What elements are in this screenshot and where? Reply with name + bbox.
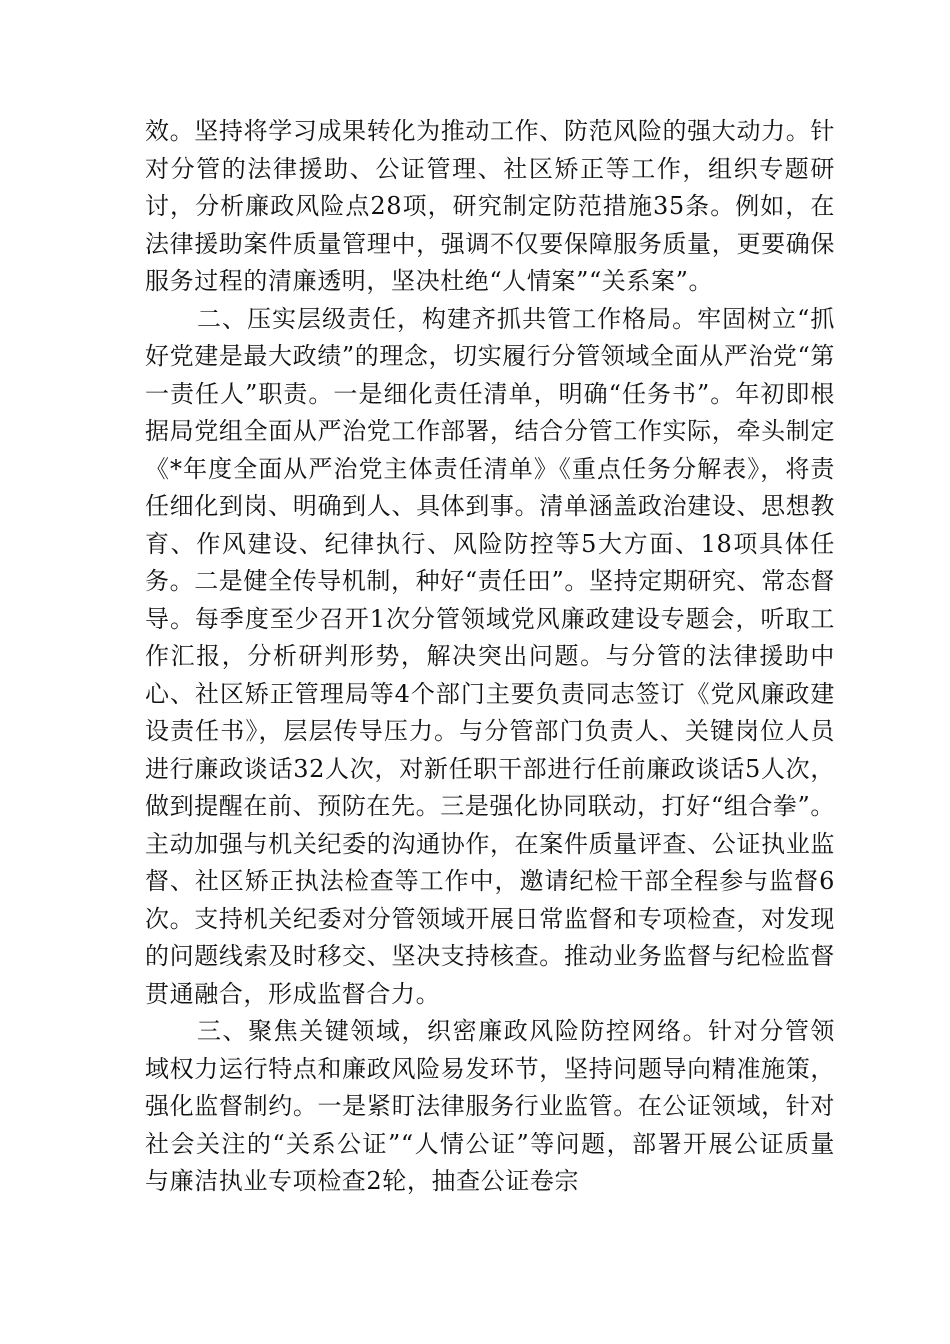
paragraph-continuation: 效。坚持将学习成果转化为推动工作、防范风险的强大动力。针对分管的法律援助、公证管理、社区矫正等工作，组织专题研讨，分析廉政风险点28项，研究制定防范措施35条。例如，在法律援助案件质量管理中，强调不仅要保障服务质量，更要确保服务过程的清廉透明，坚决杜绝“人情案”“关系案”。 bbox=[145, 117, 835, 295]
paragraph-section-three: 三、聚焦关键领域，织密廉政风险防控网络。针对分管领域权力运行特点和廉政风险易发环节，坚持问题导向精准施策，强化监督制约。一是紧盯法律服务行业监管。在公证领域，针对社会关注的“关系公证”“人情公证”等问题，部署开展公证质量与廉洁执业专项检查2轮，抽查公证卷宗 bbox=[145, 1017, 835, 1195]
document-body bbox=[145, 113, 835, 1201]
paragraph-section-two: 二、压实层级责任，构建齐抓共管工作格局。牢固树立“抓好党建是最大政绩”的理念，切实履行分管领域全面从严治党“第一责任人”职责。一是细化责任清单，明确“任务书”。年初即根据局党组全面从严治党工作部署，结合分管工作实际，牵头制定《*年度全面从严治党主体责任清单》《重点任务分解表》，将责任细化到岗、明确到人、具体到事。清单涵盖政治建设、思想教育、作风建设、纪律执行、风险防控等5大方面、18项具体任务。二是健全传导机制，种好“责任田”。坚持定期研究、常态督导。每季度至少召开1次分管领域党风廉政建设专题会，听取工作汇报，分析研判形势，解决突出问题。与分管的法律援助中心、社区矫正管理局等4个部门主要负责同志签订《党风廉政建设责任书》，层层传导压力。与分管部门负责人、关键岗位人员进行廉政谈话32人次，对新任职干部进行任前廉政谈话5人次，做到提醒在前、预防在先。三是强化协同联动，打好“组合拳”。主动加强与机关纪委的沟通协作，在案件质量评查、公证执业监督、社区矫正执法检查等工作中，邀请纪检干部全程参与监督6次。支持机关纪委对分管领域开展日常监督和专项检查，对发现的问题线索及时移交、坚决支持核查。推动业务监督与纪检监督贯通融合，形成监督合力。 bbox=[145, 304, 835, 1008]
